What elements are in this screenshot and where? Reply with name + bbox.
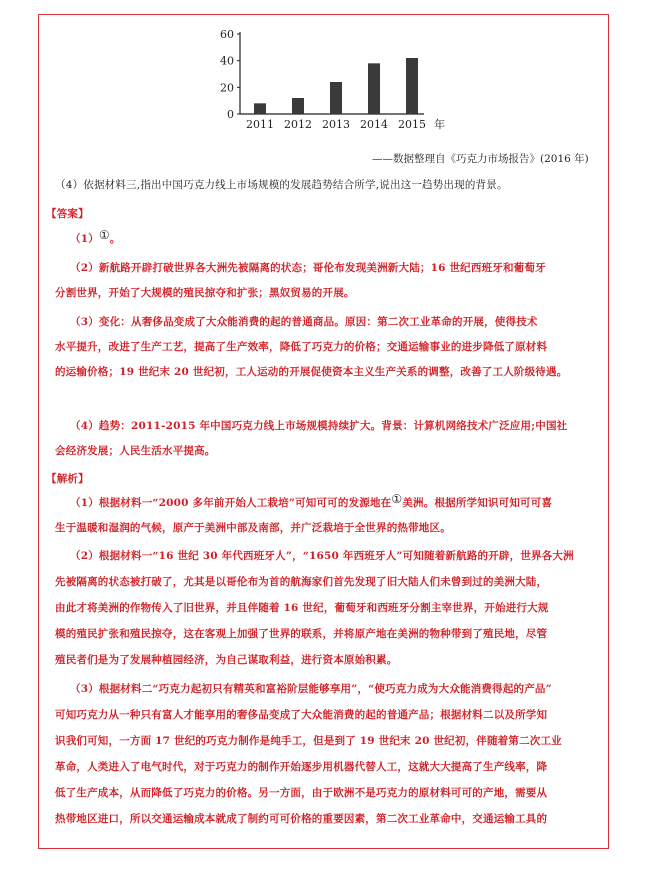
- answer-4-line-2: 会经济发展；人民生活水平提高。: [55, 445, 216, 457]
- analysis-3-line-4: 革命，人类进入了电气时代，对于巧克力的制作开始逐步用机器代替人工，这就大大提高了生产线率，降: [55, 761, 548, 773]
- x-tick-label: 2012: [284, 118, 312, 131]
- y-tick-label: 20: [220, 81, 234, 95]
- answer-2-line-1: （2）新航路开辟打破世界各大洲先被隔离的状态；哥伦布发现美洲新大陆；16 世纪西班牙和葡萄牙: [70, 262, 546, 274]
- analysis-2-line-1: （2）根据材料一“16 世纪 30 年代西班牙人”，“1650 年西班牙人”可知随着新航路的开辟，世界各大洲: [70, 550, 574, 562]
- bar-chart: [212, 28, 462, 140]
- analysis-3-line-2: 可知巧克力从一种只有富人才能享用的奢侈品变成了大众能消费的起的普通产品；根据材料二以及所学知: [55, 709, 548, 721]
- bar-2015: [406, 58, 418, 114]
- answer-3-line-3: 的运输价格；19 世纪末 20 世纪初，工人运动的开展促使资本主义生产关系的调整，改善了工人阶级待遇。: [55, 366, 568, 378]
- answer-3-line-2: 水平提升，改进了生产工艺，提高了生产效率，降低了巧克力的价格；交通运输事业的进步降低了原材料: [55, 341, 548, 353]
- analysis-1-text-a: （1）根据材料一“2000 多年前开始人工栽培”可知可可的发源地在: [70, 497, 392, 509]
- bar-2011: [254, 103, 266, 114]
- analysis-2-line-3: 由此才将美洲的作物传入了旧世界，并且伴随着 16 世纪，葡萄牙和西班牙分割主宰世界，开始进行大规: [55, 602, 549, 614]
- answer-4-line-1: （4）趋势：2011-2015 年中国巧克力线上市场规模持续扩大。背景：计算机网络技术广泛应用;中国社: [70, 420, 568, 432]
- analysis-3-line-6: 热带地区进口，所以交通运输成本就成了制约可可价格的重要因素，第二次工业革命中，交通运输工具的: [55, 813, 548, 825]
- analysis-1-mark: ①: [391, 492, 403, 506]
- y-tick-label: 0: [227, 108, 234, 121]
- analysis-label: 【解析】: [46, 473, 89, 485]
- analysis-3-line-3: 识我们可知，一方面 17 世纪的巧克力制作是纯手工，但是到了 19 世纪末 20 世纪初，伴随着第二次工业: [55, 735, 562, 747]
- x-tick-label: 2015: [398, 118, 426, 131]
- bar-2013: [330, 82, 342, 114]
- analysis-2-line-4: 模的殖民扩张和殖民掠夺，这在客观上加强了世界的联系，并将原产地在美洲的物种带到了殖民地，尽管: [55, 628, 548, 640]
- answer-1: [70, 228, 121, 246]
- answer-3-line-1: （3）变化：从奢侈品变成了大众能消费的起的普通商品。原因：第二次工业革命的开展，使得技术: [70, 316, 538, 328]
- y-tick-label: 60: [220, 28, 234, 41]
- analysis-1-line-1: [70, 492, 553, 510]
- x-axis-unit: 年: [434, 118, 445, 131]
- analysis-1-text-b: 美洲。根据所学知识可知可可喜: [402, 497, 553, 509]
- x-tick-label: 2013: [322, 118, 350, 131]
- answer-1-mark: ①: [98, 228, 110, 242]
- x-tick-label: 2014: [360, 118, 388, 131]
- question-4: （4）依据材料三,指出中国巧克力线上市场规模的发展趋势结合所学,说出这一趋势出现的背景。: [55, 179, 508, 191]
- bar-2014: [368, 63, 380, 114]
- analysis-3-line-1: （3）根据材料二“巧克力起初只有精英和富裕阶层能够享用”，“使巧克力成为大众能消费得起的产品”: [70, 683, 552, 695]
- answer-1-prefix: （1）: [70, 233, 99, 245]
- analysis-3-line-5: 低了生产成本，从而降低了巧克力的价格。另一方面，由于欧洲不是巧克力的原材料可可的产地，需要从: [55, 787, 548, 799]
- analysis-1-line-2: 生于温暖和湿润的气候，原产于美洲中部及南部，并广泛栽培于全世界的热带地区。: [55, 522, 451, 534]
- y-tick-label: 40: [220, 54, 234, 68]
- analysis-2-line-5: 殖民者们是为了发展种植园经济，为自己谋取利益，进行资本原始积累。: [55, 654, 398, 666]
- answer-1-suffix: 。: [109, 233, 121, 245]
- bar-2012: [292, 98, 304, 114]
- analysis-2-line-2: 先被隔离的状态被打破了，尤其是以哥伦布为首的航海家们首先发现了旧大陆人们未曾到过的美洲大陆，: [55, 576, 548, 588]
- answer-2-line-2: 分割世界，开始了大规模的殖民掠夺和扩张；黑奴贸易的开展。: [55, 287, 355, 299]
- chart-source: ——数据整理自《巧克力市场报告》(2016 年): [372, 153, 589, 165]
- x-tick-label: 2011: [246, 118, 274, 131]
- answer-label: 【答案】: [46, 208, 89, 220]
